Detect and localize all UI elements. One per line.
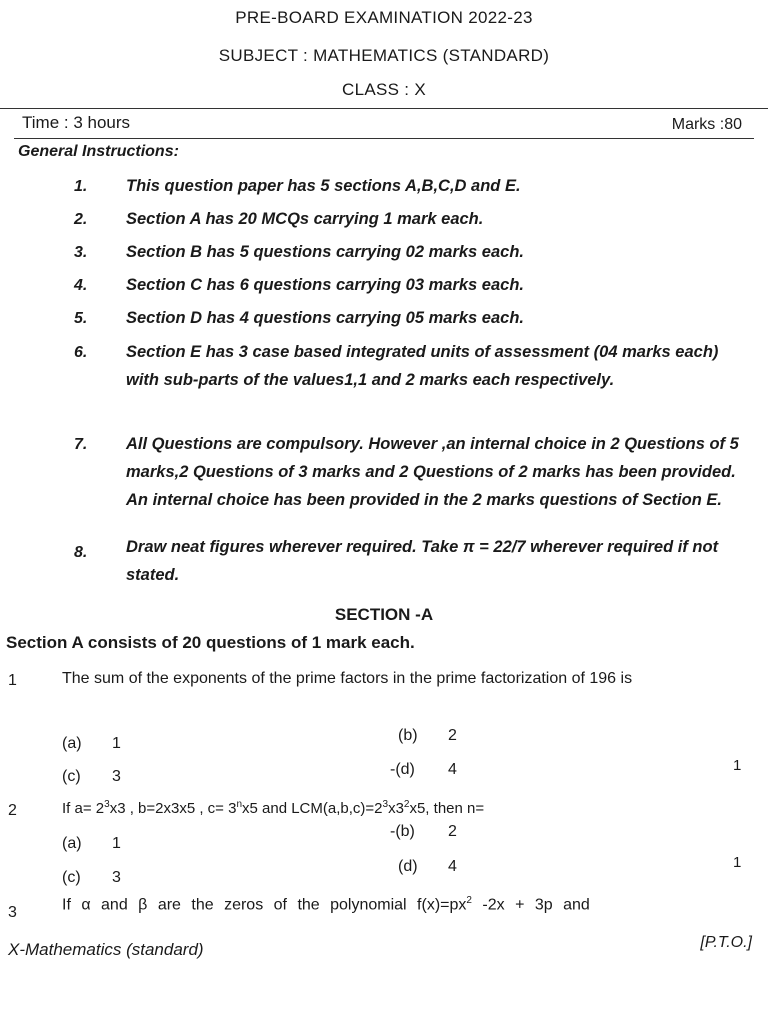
instruction-number: 7. [74, 436, 88, 453]
marks-label: Marks :80 [671, 116, 742, 133]
question-marks: 1 [733, 757, 742, 774]
option-label: (a) [62, 835, 82, 852]
option-value: 1 [112, 735, 121, 752]
option [62, 835, 121, 853]
question-number: 2 [8, 802, 17, 819]
exam-title: PRE-BOARD EXAMINATION 2022-23 [235, 8, 533, 27]
option-value: 4 [448, 761, 457, 778]
option-value: 3 [112, 768, 121, 785]
option-label: -(d) [390, 761, 415, 778]
option-label: (d) [398, 858, 418, 875]
option-value: 3 [112, 869, 121, 886]
instruction-text: Section A has 20 MCQs carrying 1 mark each. [126, 210, 484, 228]
instruction-number: 8. [74, 544, 88, 561]
footer-pto: [P.T.O.] [700, 934, 752, 951]
option-value: 2 [448, 727, 457, 744]
instruction-text: Section B has 5 questions carrying 02 marks each. [126, 243, 524, 261]
option [62, 735, 121, 753]
instruction-text: Section E has 3 case based integrated units of assessment (04 marks each) with sub-parts of the values1,1 and 2 marks each respectively. [126, 343, 719, 389]
option-value: 2 [448, 823, 457, 840]
option [62, 768, 121, 786]
question-text: If α and β are the zeros of the polynomial $f(x)=px^2$ -2x + 3p and [62, 895, 590, 914]
instruction-number: 2. [74, 211, 88, 228]
section-description: Section A consists of 20 questions of 1 mark each. [6, 633, 415, 652]
time-divider [14, 138, 754, 139]
instructions-title: General Instructions: [18, 143, 179, 160]
question-number: 1 [8, 672, 17, 689]
option-value: 1 [112, 835, 121, 852]
instruction-number: 6. [74, 344, 88, 361]
option [390, 761, 457, 779]
section-title: SECTION -A [334, 605, 434, 624]
header-divider [0, 108, 768, 109]
instruction-text: Draw neat figures wherever required. Take π = 22/7 wherever required if not stated. [126, 538, 719, 584]
class-title: CLASS : X [342, 80, 426, 99]
option-label: (a) [62, 735, 82, 752]
option [390, 823, 457, 841]
instruction-number: 4. [74, 277, 88, 294]
instruction-number: 3. [74, 244, 88, 261]
question-number: 3 [8, 904, 17, 921]
option-label: (b) [398, 727, 418, 744]
time-label: Time : 3 hours [22, 113, 131, 132]
option [398, 727, 457, 745]
instruction-number: 5. [74, 310, 88, 327]
option-label: -(b) [390, 823, 415, 840]
option-label: (c) [62, 768, 81, 785]
instruction-text: Section D has 4 questions carrying 05 marks each. [126, 309, 524, 327]
instruction-text: All Questions are compulsory. However ,an internal choice in 2 Questions of 5 marks,2 Questions of 3 marks and 2 Questions of 2 marks has been provided. An internal choice has been provided in the 2 marks questions of Section E. [126, 435, 739, 509]
option-label: (c) [62, 869, 81, 886]
option [398, 858, 457, 876]
instruction-number: 1. [74, 178, 88, 195]
option [62, 869, 121, 887]
question-text: The sum of the exponents of the prime factors in the prime factorization of 196 is [62, 670, 633, 687]
footer-subject: X-Mathematics (standard) [8, 940, 204, 959]
instruction-text: This question paper has 5 sections A,B,C,D and E. [126, 177, 521, 195]
option-value: 4 [448, 858, 457, 875]
question-marks: 1 [733, 854, 742, 871]
instruction-text: Section C has 6 questions carrying 03 marks each. [126, 276, 524, 294]
subject-title: SUBJECT : MATHEMATICS (STANDARD) [218, 46, 550, 65]
question-text: If $a= 2^3x3$ , b=2x3x5 , $c= 3^nx5$ and $LCM(a,b,c)=2^3x3^2x5$, then n= [62, 799, 485, 817]
